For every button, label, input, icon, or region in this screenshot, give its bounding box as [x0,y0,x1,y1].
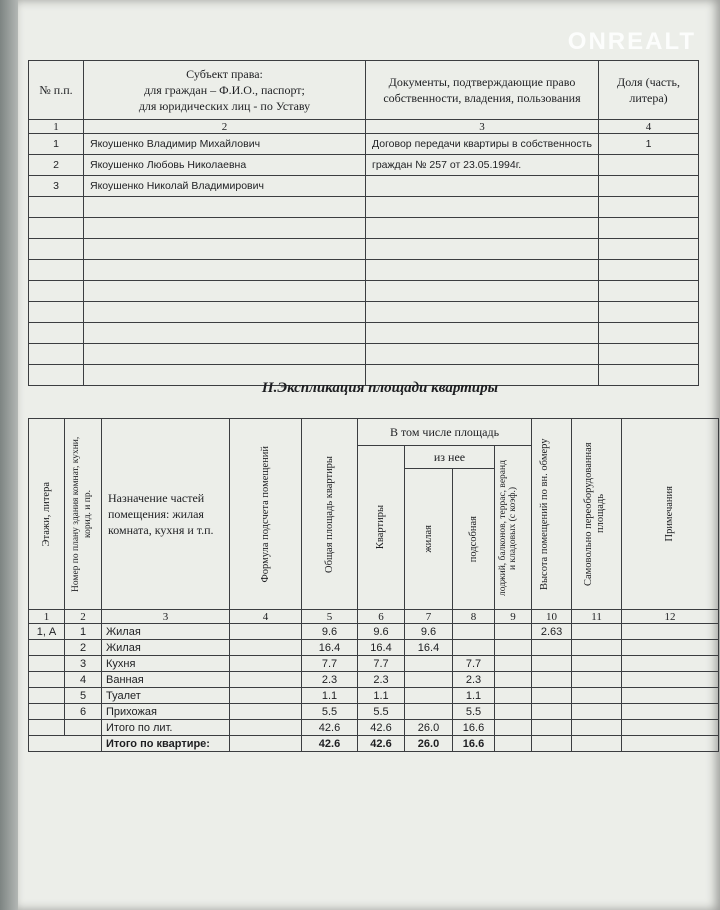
room-name: Жилая [102,640,230,656]
room-loggia [495,672,532,688]
room-loggia [495,624,532,640]
total-empty [29,736,102,752]
empty-row [29,260,699,281]
room-no: 1 [65,624,102,640]
header-num: № п.п. [29,61,84,120]
colnum: 3 [366,120,599,134]
header-subject [84,61,366,120]
room-unauth [572,640,622,656]
owners-header-row [29,61,699,120]
table-row [29,176,699,197]
colnum: 3 [102,610,230,624]
table-row [29,640,719,656]
explication-table [28,418,719,752]
total-name: Итого по квартире: [102,736,230,752]
empty-row [29,302,699,323]
colnum: 2 [65,610,102,624]
table-row [29,134,699,155]
room-formula [230,672,302,688]
total-row [29,736,719,752]
room-apt: 9.6 [358,624,405,640]
colnum: 9 [495,610,532,624]
table-row [29,704,719,720]
room-notes [622,704,719,720]
owner-document: граждан № 257 от 23.05.1994г. [366,155,599,176]
colnum: 10 [532,610,572,624]
room-total: 16.4 [302,640,358,656]
room-floor [29,720,65,736]
owners-table [28,60,699,386]
room-living [405,672,453,688]
colnum: 2 [84,120,366,134]
room-notes [622,688,719,704]
owner-subject: Якоушенко Николай Владимирович [84,176,366,197]
room-no: 4 [65,672,102,688]
owner-share [599,176,699,197]
room-apt: 16.4 [358,640,405,656]
room-aux: 7.7 [453,656,495,672]
room-floor [29,656,65,672]
room-formula [230,720,302,736]
header-subject-line1: Субъект права: [186,67,263,81]
room-loggia [495,640,532,656]
room-apt: 42.6 [358,720,405,736]
room-floor [29,640,65,656]
explication-body [29,624,719,752]
watermark: ONREALT [567,28,696,55]
room-living: 9.6 [405,624,453,640]
owner-document: Договор передачи квартиры в собственность [366,134,599,155]
total-empty [230,736,302,752]
room-formula [230,704,302,720]
colnum: 6 [358,610,405,624]
room-unauth [572,688,622,704]
room-living: 26.0 [405,720,453,736]
room-loggia [495,688,532,704]
header-documents: Документы, подтверждающие право собственности, владения, пользования [366,61,599,120]
room-apt: 1.1 [358,688,405,704]
expl-colnum-row [29,610,719,624]
header-height: Высота помещений по вн. обмеру [532,419,572,610]
room-unauth [572,624,622,640]
room-aux: 2.3 [453,672,495,688]
total-empty [622,736,719,752]
total-living: 26.0 [405,736,453,752]
room-no: 2 [65,640,102,656]
room-formula [230,688,302,704]
room-name: Итого по лит. [102,720,230,736]
room-no [65,720,102,736]
header-unauthorized: Самовольно переоборудованная площадь [572,419,622,610]
colnum: 5 [302,610,358,624]
total-empty [532,736,572,752]
room-no: 3 [65,656,102,672]
table-row [29,688,719,704]
empty-row [29,197,699,218]
empty-row [29,218,699,239]
room-aux: 16.6 [453,720,495,736]
room-notes [622,656,719,672]
total-aux: 16.6 [453,736,495,752]
header-subject-line3: для юридических лиц - по Уставу [138,99,311,113]
room-living [405,688,453,704]
colnum: 7 [405,610,453,624]
room-living [405,656,453,672]
header-floor: Этажи, литера [29,419,65,610]
room-unauth [572,656,622,672]
room-no: 5 [65,688,102,704]
room-name: Кухня [102,656,230,672]
owner-num: 2 [29,155,84,176]
total-empty [572,736,622,752]
header-total-area: Общая площадь квартиры [302,419,358,610]
owners-colnum-row [29,120,699,134]
page-left-edge [0,0,20,910]
section-title: II.Экспликация площади квартиры [261,380,499,396]
room-formula [230,624,302,640]
header-room-no: Номер по плану здания комнат, кухни, корид. и пр. [65,419,102,610]
room-living [405,704,453,720]
room-floor [29,688,65,704]
colnum: 1 [29,120,84,134]
room-loggia [495,656,532,672]
room-total: 5.5 [302,704,358,720]
room-name: Ванная [102,672,230,688]
header-purpose: Назначение частей помещения: жилая комната, кухня и т.п. [102,419,230,610]
room-apt: 2.3 [358,672,405,688]
total-total: 42.6 [302,736,358,752]
colnum: 8 [453,610,495,624]
room-aux [453,624,495,640]
table-row [29,720,719,736]
room-loggia [495,720,532,736]
room-total: 2.3 [302,672,358,688]
room-aux: 5.5 [453,704,495,720]
total-apt: 42.6 [358,736,405,752]
table-row [29,155,699,176]
room-unauth [572,720,622,736]
header-living: жилая [405,469,453,610]
room-floor [29,672,65,688]
room-name: Жилая [102,624,230,640]
room-height [532,672,572,688]
room-aux [453,640,495,656]
room-floor: 1, А [29,624,65,640]
header-subject-line2: для граждан – Ф.И.О., паспорт; [144,83,305,97]
room-height [532,640,572,656]
empty-row [29,344,699,365]
owner-share: 1 [599,134,699,155]
owner-share [599,155,699,176]
room-apt: 5.5 [358,704,405,720]
room-floor [29,704,65,720]
room-aux: 1.1 [453,688,495,704]
room-height [532,688,572,704]
room-name: Прихожая [102,704,230,720]
room-formula [230,640,302,656]
room-height [532,704,572,720]
room-apt: 7.7 [358,656,405,672]
empty-row [29,281,699,302]
owner-subject: Якоушенко Владимир Михайлович [84,134,366,155]
header-apartment: Квартиры [358,446,405,610]
header-loggias: лоджий, балконов, террас, веранд и кладовых (с коэф.) [495,446,532,610]
room-total: 42.6 [302,720,358,736]
room-notes [622,672,719,688]
colnum: 11 [572,610,622,624]
room-notes [622,640,719,656]
header-of-which: из нее [405,446,495,469]
room-living: 16.4 [405,640,453,656]
header-auxiliary: подсобная [453,469,495,610]
empty-row [29,239,699,260]
header-including: В том числе площадь [358,419,532,446]
table-row [29,672,719,688]
room-formula [230,656,302,672]
room-height [532,656,572,672]
room-notes [622,720,719,736]
room-total: 9.6 [302,624,358,640]
room-height: 2.63 [532,624,572,640]
colnum: 4 [599,120,699,134]
room-unauth [572,672,622,688]
header-notes: Примечания [622,419,719,610]
empty-row [29,323,699,344]
owner-num: 3 [29,176,84,197]
owner-subject: Якоушенко Любовь Николаевна [84,155,366,176]
colnum: 4 [230,610,302,624]
table-row [29,624,719,640]
owner-document [366,176,599,197]
room-notes [622,624,719,640]
room-height [532,720,572,736]
expl-header-row-1 [29,419,719,446]
total-empty [495,736,532,752]
room-unauth [572,704,622,720]
room-total: 1.1 [302,688,358,704]
colnum: 12 [622,610,719,624]
header-formula: Формула подсчета помещений [230,419,302,610]
owner-num: 1 [29,134,84,155]
room-total: 7.7 [302,656,358,672]
table-row [29,656,719,672]
room-name: Туалет [102,688,230,704]
room-loggia [495,704,532,720]
header-share: Доля (часть, литера) [599,61,699,120]
colnum: 1 [29,610,65,624]
room-no: 6 [65,704,102,720]
